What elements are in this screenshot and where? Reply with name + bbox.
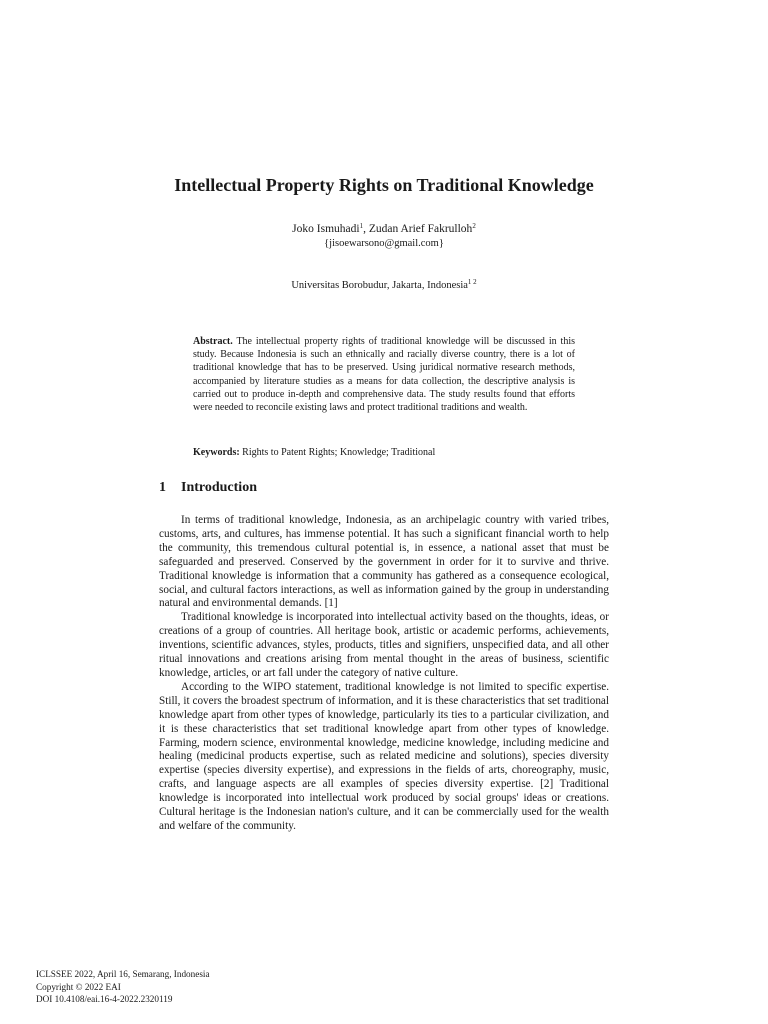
author-separator: ,: [363, 223, 369, 235]
footer-conference: ICLSSEE 2022, April 16, Semarang, Indonesia: [36, 969, 210, 979]
abstract-label: Abstract.: [193, 336, 233, 347]
footer-doi: DOI 10.4108/eai.16-4-2022.2320119: [36, 994, 173, 1004]
affiliation-text: Universitas Borobudur, Jakarta, Indonesia: [291, 280, 468, 291]
abstract-text: The intellectual property rights of traditional knowledge will be discussed in this study. Because Indonesia is such an ethnically and racially diverse country, there is a lot of traditional knowledge that has to be preserved. Using juridical normative research methods, accompanied by literature studies as a means for data collection, the descriptive analysis is carried out to produce in-depth and comprehensive data. The study results found that efforts were needed to reconcile existing laws and protect traditional traditions and wealth.: [193, 336, 575, 414]
author-affiliation-mark: 2: [472, 222, 476, 230]
body-paragraph: Traditional knowledge is incorporated into intellectual activity based on the thoughts, ideas, or creations of a group of countries. All heritage book, artistic or academic performs, achievements, inventions, scientific advances, styles, products, titles and signifiers, unspecified data, and all other ritual innovations and creations arising from mental thought in the areas of business, scientific knowledge, articles, or art fall under the category of native culture.: [159, 611, 609, 679]
abstract: [193, 335, 575, 414]
author-line: [0, 223, 768, 235]
paper-title: Intellectual Property Rights on Traditional Knowledge: [174, 175, 594, 195]
keywords-text: Rights to Patent Rights; Knowledge; Traditional: [239, 447, 436, 458]
section-heading: [159, 480, 257, 496]
body-paragraph: According to the WIPO statement, traditional knowledge is not limited to specific expertise. Still, it covers the broadest spectrum of information, and it is these characteristics that set traditional knowledge apart from other types of knowledge, particularly its ties to a particular civilization, and it is these characteristics that set traditional knowledge apart from other types of knowledge. Farming, modern science, environmental knowledge, medicine knowledge, including medicine and healing (medicinal products expertise, such as related medicine and solutions), species diversity expertise (species diversity expertise), and expressions in the fields of arts, choreography, music, crafts, and language aspects are all examples of species diversity expertise. [2] Traditional knowledge is incorporated into intellectual work produced by social groups' ideas or creations. Cultural heritage is the Indonesian nation's culture, and it can be commercially used for the wealth and welfare of the community.: [159, 680, 609, 832]
author-name: Joko Ismuhadi: [292, 223, 360, 235]
affiliation-mark: 1 2: [467, 278, 477, 286]
affiliation: [0, 280, 768, 291]
introduction-body: [159, 514, 609, 834]
section-number: 1: [159, 480, 166, 495]
body-paragraph: In terms of traditional knowledge, Indonesia, as an archipelagic country with varied tribes, customs, arts, and cultures, has immense potential. It has such a significant financial worth to help the community, this tremendous cultural potential is, in essence, a national asset that must be safeguarded and preserved. Conserved by the government in order for it to survive and thrive. Traditional knowledge is information that a community has gathered as a consequence ecological, social, and cultural factors interactions, as well as information gained by the group in understanding natural and environmental demands. [1]: [159, 514, 609, 610]
author-name: Zudan Arief Fakrulloh: [368, 223, 473, 235]
author-affiliation-mark: 1: [359, 222, 364, 230]
section-title: Introduction: [181, 480, 257, 495]
keywords: [193, 447, 575, 458]
footer-copyright: Copyright © 2022 EAI: [36, 981, 121, 992]
footer: [36, 968, 210, 1006]
author-email: {jisoewarsono@gmail.com}: [324, 238, 444, 249]
keywords-label: Keywords:: [193, 447, 240, 458]
